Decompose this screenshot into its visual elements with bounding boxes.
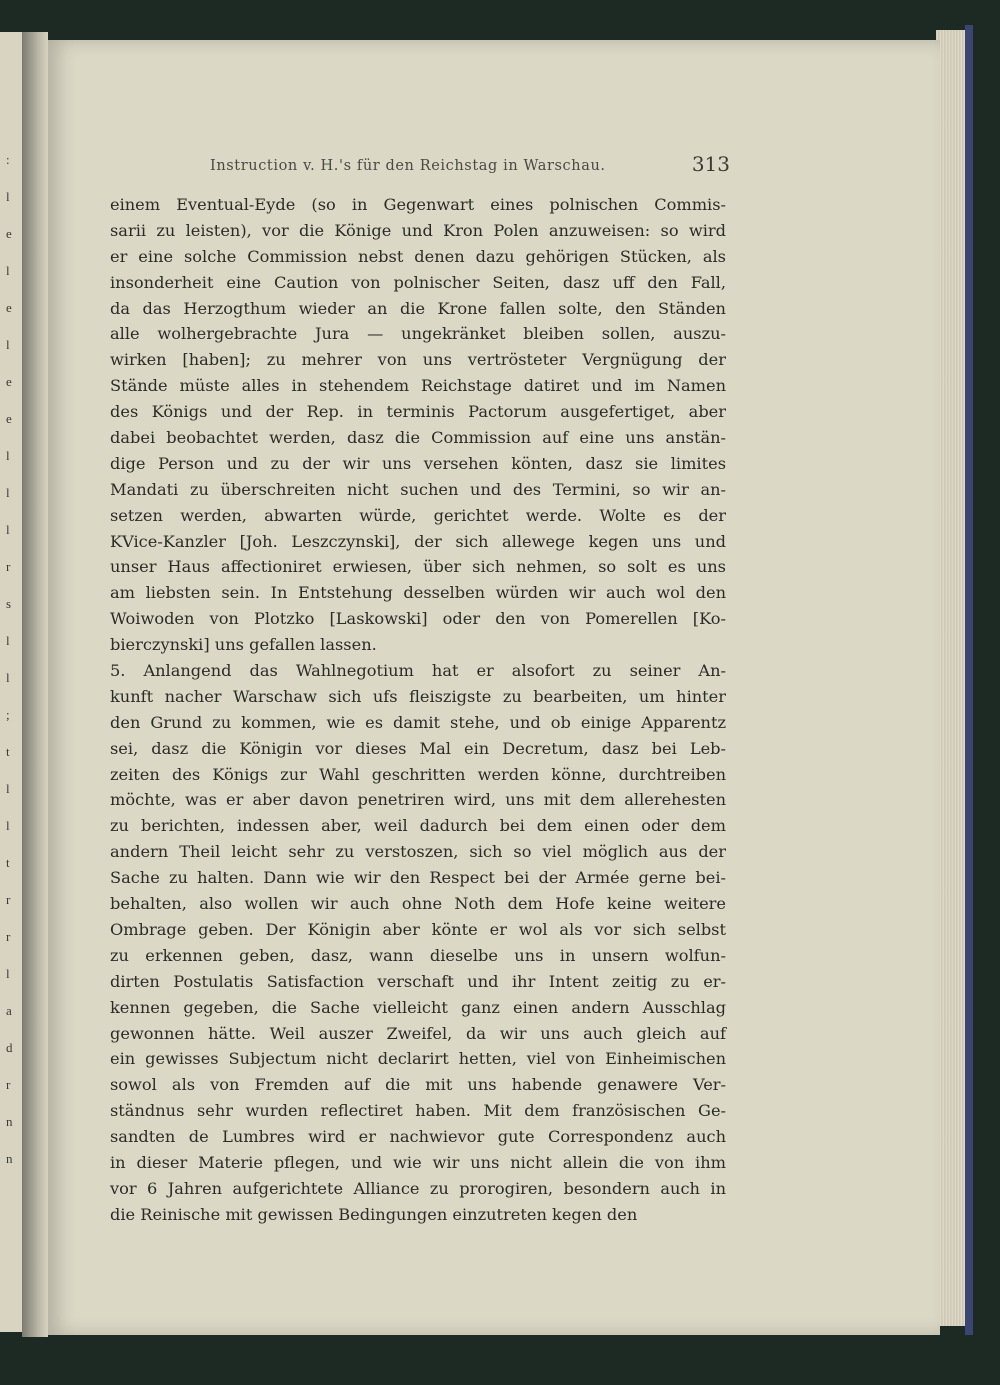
text-line: sei, dasz die Königin vor dieses Mal ein Decretum, dasz bei Leb-: [110, 738, 726, 758]
previous-page-fragment: l: [6, 337, 10, 352]
text-line: sowol als von Fremden auf die mit uns habende genawere Ver-: [110, 1075, 726, 1095]
text-line: zu berichten, indessen aber, weil dadurch bei dem einen oder dem: [110, 816, 726, 836]
running-title: Instruction v. H.'s für den Reichstag in Warschau.: [210, 158, 606, 174]
previous-page-fragment: l: [6, 485, 10, 500]
previous-page-fragment: l: [6, 781, 10, 796]
previous-page-fragment: e: [6, 300, 12, 315]
previous-page-fragment: s: [6, 596, 12, 611]
previous-page-fragment: :: [6, 152, 10, 167]
previous-page-fragment: n: [6, 1114, 13, 1129]
page-number: 313: [691, 152, 730, 176]
previous-page-fragment: l: [6, 263, 10, 278]
text-line: sarii zu leisten), vor die Könige und Kron Polen anzuweisen: so wird: [110, 220, 726, 240]
text-line: möchte, was er aber davon penetriren wird, uns mit dem allerehesten: [110, 790, 726, 810]
book-binding-gutter: [22, 32, 48, 1337]
text-line: setzen werden, abwarten würde, gerichtet werde. Wolte es der: [110, 505, 726, 525]
text-line: da das Herzogthum wieder an die Krone fallen solte, den Ständen: [110, 298, 726, 318]
text-line: des Königs und der Rep. in terminis Pactorum ausgefertiget, aber: [110, 402, 726, 422]
previous-page-fragment: l: [6, 818, 10, 833]
previous-page-fragment: e: [6, 374, 12, 389]
previous-page-text-fragments: [6, 32, 20, 1332]
previous-page-fragment: t: [6, 744, 10, 759]
text-line: kunft nacher Warschaw sich ufs fleiszigste zu bearbeiten, um hinter: [110, 686, 726, 706]
previous-page-fragment: l: [6, 966, 10, 981]
page-header: [210, 152, 730, 182]
previous-page-fragment: l: [6, 448, 10, 463]
previous-page-edge: [0, 32, 24, 1332]
text-line: 5. Anlangend das Wahlnegotium hat er alsofort zu seiner An-: [110, 661, 726, 681]
text-line: einem Eventual-Eyde (so in Gegenwart eines polnischen Commis-: [110, 195, 726, 214]
previous-page-fragment: l: [6, 189, 10, 204]
text-line: behalten, also wollen wir auch ohne Noth dem Hofe keine weitere: [110, 894, 726, 914]
text-line: den Grund zu kommen, wie es damit stehe, und ob einige Apparentz: [110, 712, 726, 732]
text-line: vor 6 Jahren aufgerichtete Alliance zu prorogiren, besondern auch in: [110, 1178, 726, 1198]
text-line: kennen gegeben, die Sache vielleicht ganz einen andern Ausschlag: [110, 997, 726, 1017]
text-line: dige Person und zu der wir uns versehen könten, dasz sie limites: [110, 453, 726, 473]
text-line: in dieser Materie pflegen, und wie wir uns nicht allein die von ihm: [110, 1152, 726, 1172]
text-line: zu erkennen geben, dasz, wann dieselbe uns in unsern wolfun-: [110, 945, 726, 965]
text-line: wirken [haben]; zu mehrer von uns vertrösteter Vergnügung der: [110, 350, 726, 370]
text-line: er eine solche Commission nebst denen dazu gehörigen Stücken, als: [110, 246, 726, 266]
text-line: Stände müste alles in stehendem Reichstage datiret und im Namen: [110, 376, 726, 396]
previous-page-fragment: a: [6, 1003, 12, 1018]
text-line: zeiten des Königs zur Wahl geschritten werden könne, durchtreiben: [110, 764, 726, 784]
previous-page-fragment: ;: [6, 707, 10, 722]
text-line: ein gewisses Subjectum nicht declarirt hetten, viel von Einheimischen: [110, 1049, 726, 1069]
text-line: die Reinische mit gewissen Bedingungen einzutreten kegen den: [110, 1204, 638, 1224]
previous-page-fragment: l: [6, 633, 10, 648]
previous-page-fragment: r: [6, 929, 11, 944]
previous-page-fragment: e: [6, 411, 12, 426]
previous-page-fragment: l: [6, 522, 10, 537]
text-line: bierczynski] uns gefallen lassen.: [110, 635, 377, 655]
text-line: dabei beobachtet werden, dasz die Commission auf eine uns anstän-: [110, 428, 726, 448]
text-line: insonderheit eine Caution von polnischer Seiten, dasz uff den Fall,: [110, 272, 726, 292]
text-line: gewonnen hätte. Weil auszer Zweifel, da wir uns auch gleich auf: [110, 1023, 726, 1043]
text-line: Woiwoden von Plotzko [Laskowski] oder den von Pomerellen [Ko-: [110, 609, 726, 629]
text-line: alle wolhergebrachte Jura — ungekränket bleiben sollen, auszu-: [110, 324, 726, 344]
text-line: Mandati zu überschreiten nicht suchen und des Termini, so wir an-: [110, 479, 726, 499]
text-line: andern Theil leicht sehr zu verstoszen, sich so viel möglich aus der: [110, 842, 726, 862]
text-line: sandten de Lumbres wird er nachwievor gute Correspondenz auch: [110, 1127, 726, 1147]
previous-page-fragment: n: [6, 1151, 13, 1166]
text-line: ständnus sehr wurden reflectiret haben. Mit dem französischen Ge-: [110, 1101, 726, 1121]
previous-page-fragment: t: [6, 855, 10, 870]
previous-page-fragment: e: [6, 226, 12, 241]
body-text: [110, 192, 726, 1228]
previous-page-fragment: r: [6, 1077, 11, 1092]
book-cover-edge: [965, 25, 973, 1335]
previous-page-fragment: l: [6, 670, 10, 685]
previous-page-fragment: d: [6, 1040, 13, 1055]
previous-page-fragment: r: [6, 892, 11, 907]
text-line: am liebsten sein. In Entstehung desselben würden wir auch wol den: [110, 583, 726, 603]
text-line: KVice-Kanzler [Joh. Leszczynski], der sich allewege kegen uns und: [110, 531, 726, 551]
text-line: Ombrage geben. Der Königin aber könte er wol als vor sich selbst: [110, 919, 726, 939]
text-line: unser Haus affectioniret erwiesen, über sich nehmen, so solt es uns: [110, 557, 726, 577]
book-page: [48, 40, 940, 1335]
previous-page-fragment: r: [6, 559, 11, 574]
text-line: dirten Postulatis Satisfaction verschaft und ihr Intent zeitig zu er-: [110, 971, 726, 991]
text-line: Sache zu halten. Dann wie wir den Respect bei der Armée gerne bei-: [110, 868, 726, 888]
